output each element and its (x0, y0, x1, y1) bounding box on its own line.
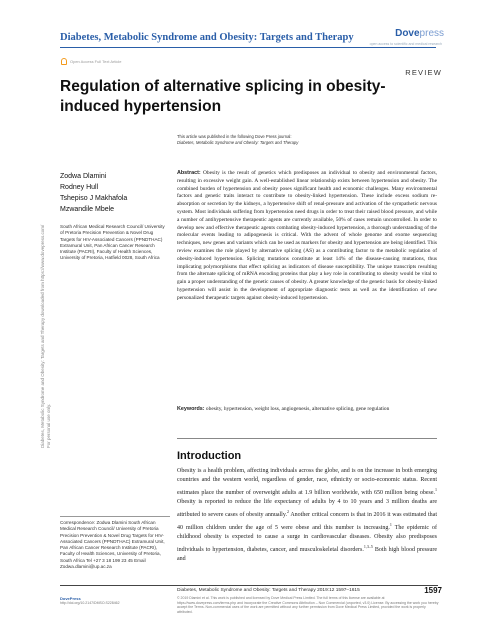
open-access-lock-icon (61, 58, 67, 65)
open-access-label: Open Access Full Text Article (70, 59, 122, 64)
publication-note-line1: This article was published in the following Dove Press journal: (177, 134, 292, 139)
intro-text: Obesity is a health problem, affecting individuals across the globe, and is on the increase in both emerging countries and the western world, regardless of gender, race, ethnicity or socio-economic status. Recent estimates place the number of overweight adults at 1.9 billion worldwide, with 650 million being obese. (177, 468, 437, 497)
side-download-note: Diabetes, Metabolic Syndrome and Obesity: Targets and Therapy downloaded from https://www.dovepress.com/ (40, 224, 45, 448)
dovepress-logo[interactable]: DovePress (60, 596, 81, 601)
publisher-press: press (419, 28, 444, 39)
intro-text: Another critical concern is that in 2016 it was estimated that 40 million children under the age of 5 were obese and this number is increasing. (177, 512, 437, 532)
correspondence-rule (60, 516, 170, 517)
author-name: Mzwandile Mbele (60, 206, 115, 213)
footer-left (60, 596, 120, 606)
citation[interactable]: 1 (435, 487, 437, 493)
abstract-label: Abstract: (177, 170, 201, 176)
publisher-name: Dove (395, 28, 420, 39)
author-name: Zodwa Dlamini (60, 173, 107, 180)
author-affiliation: South African Medical Research Council/ University of Pretoria Precision Prevention & Novel Drug Targets for HIV-Associated Cancers (PPNDTHAC) Extramural Unit, Pan African Cancer Research Institute (PACRI), Faculty of Health Sciences, University of Pretoria, Hatfield 0028, South Africa (60, 224, 165, 261)
publisher-logo[interactable] (395, 28, 444, 39)
side-personal-use: For personal use only. (46, 403, 51, 448)
abstract-text: Obesity is the result of genetics which predisposes an individual to obesity and environmental factors, resulting in excessive weight gain. A well-established linear relationship exists between hypertension and obesity. The combined burden of hypertension and obesity poses significant health and economic challenges. Many environmental factors and genetic traits interact to contribute to obesity-linked hypertension. These include excess sodium re-absorption or secretion by the kidneys, a hypertensive shift of renal-pressure and activation of the sympathetic nervous system. Most individuals suffering from hypertension need drugs in order to treat their raised blood pressure, and while a number of antihypertensive therapeutic agents are currently available, 50% of cases remain uncontrolled. In order to develop new and effective therapeutic agents combating obesity-induced hypertension, a thorough understanding of the molecular events leading to adipogenesis is critical. With the advent of whole genome and exome sequencing techniques, new genes and variants which can be used as markers for obesity and hypertension are being identified. This review examines the role played by alternative splicing (AS) as a contributing factor to the metabolic regulation of obesity-induced hypertension. Splicing mutations constitute at least 14% of the disease-causing mutations, thus implicating polymorphisms that effect splicing as indicators of disease susceptibility. The unique transcripts resulting from the alternate splicing of mRNA encoding proteins that play a key role in contributing to obesity would be vital to gain a proper understanding of the genetic causes of obesity. A greater knowledge of the genetic basis for obesity-linked hypertension will assist in the development of appropriate diagnostic tests as well as the identification of new personalized therapeutic targets against obesity-induced hypertension. (177, 170, 437, 301)
intro-text: Both high blood pressure and (177, 547, 437, 563)
author-list (60, 171, 127, 215)
header-rule (60, 47, 436, 48)
intro-text: The epidemic of childhood obesity is expected to cause a surge in cardiovascular diseases. Obesity also predisposes individuals to hypertension, diabetes, cancer, and musculoskeletal disorders. (177, 525, 437, 554)
citation[interactable]: 2 (286, 509, 289, 515)
introduction-body (177, 467, 437, 583)
intro-text: Obesity is reported to reduce the life expectancy of adults by 4 to 10 years and 3 million deaths are attributed to severe cases of obesity annually. (177, 499, 437, 519)
keywords (177, 406, 437, 414)
journal-title: Diabetes, Metabolic Syndrome and Obesity: Targets and Therapy (60, 32, 354, 43)
abstract (177, 170, 437, 303)
correspondence: Correspondence: Zodwa Dlamini South African Medical Research Council/ University of Pretoria Precision Prevention & Novel Drug Targets for HIV-Associated Cancers (PPNDTHAC) Extramural Unit, Pan African Cancer Research Institute (PACRI), Faculty of Health Sciences, University of Pretoria, South Africa Tel +27 3 18 199 23 45 Email Zodwa.dlamini@up.ac.za (60, 520, 165, 570)
article-title: Regulation of alternative splicing in obesity-induced hypertension (60, 78, 386, 115)
keywords-text: obesity, hypertension, weight loss, angiogenesis, alternative splicing, gene regulation (205, 406, 390, 412)
doi-link[interactable]: http://doi.org/10.2147/DMSO.S228462 (60, 601, 120, 605)
section-rule (177, 438, 437, 439)
license-text: © 2019 Dlamini et al. This work is published and licensed by Dove Medical Press Limited. The full terms of this license are available at https://www.dovepress.com/terms.php and incorporate the Creative Commons Attribution – Non Commercial (unported, v3.0) License. By accessing the work you hereby accept the Terms. Non-commercial uses of the work are permitted without any further permission from Dove Medical Press Limited, provided the work is properly attributed. (177, 596, 439, 614)
publication-note (177, 134, 298, 146)
citation[interactable]: 1,3–5 (363, 544, 373, 550)
footer-citation: Diabetes, Metabolic Syndrome and Obesity: Targets and Therapy 2019:12 1597–1615 (177, 588, 360, 593)
footer-rule (60, 585, 438, 586)
publisher-tagline: open access to scientific and medical research (369, 42, 442, 46)
article-type: REVIEW (405, 68, 442, 77)
citation[interactable]: 1 (389, 522, 392, 528)
keywords-label: Keywords: (177, 406, 205, 412)
author-name: Rodney Hull (60, 184, 99, 191)
page-number: 1597 (424, 586, 442, 595)
introduction-heading: Introduction (177, 450, 242, 462)
author-name: Tshepiso J Makhafola (60, 195, 128, 202)
publication-note-line2: Diabetes, Metabolic Syndrome and Obesity: Targets and Therapy (177, 140, 299, 145)
